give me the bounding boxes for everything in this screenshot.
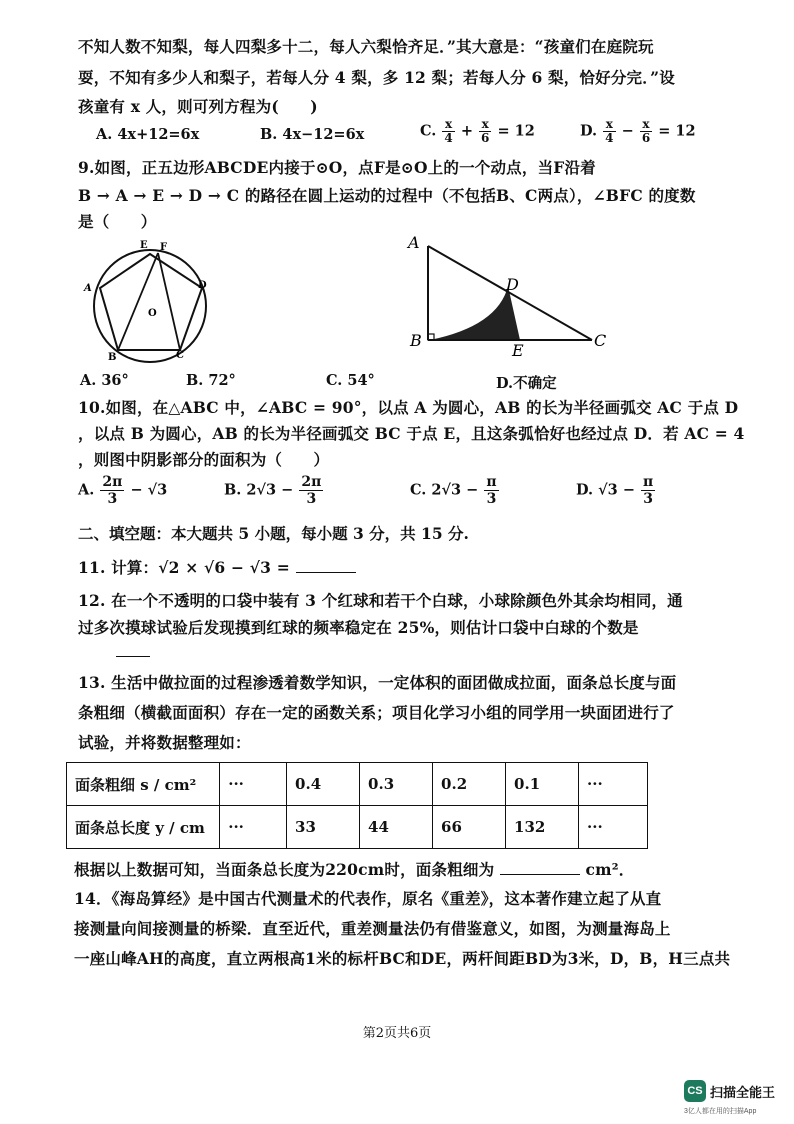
label-e: E [512, 341, 524, 360]
table-cell: 0.2 [433, 763, 506, 806]
table-row [67, 763, 648, 806]
table-cell: 0.1 [506, 763, 579, 806]
label-d: D [506, 275, 519, 294]
label-b: B [108, 352, 117, 363]
fraction: $\frac{\pi}{3}$ [486, 474, 497, 507]
brand-name: 扫描全能王 [710, 1085, 776, 1100]
q8-option-b[interactable]: B. 4x−12=6x [260, 126, 365, 143]
q8-option-d-label: D. [580, 122, 598, 140]
q10-line2: ，以点 B 为圆心，AB 的长为半径画弧交 BC 于点 E，且这条弧恰好也经过点 D．若 AC = 4 [78, 424, 745, 443]
q14-line1: 14．《海岛算经》是中国古代测量术的代表作，原名《重差》，这本著作建立起了从直 [74, 889, 662, 908]
q10-option-d[interactable]: D. √3 − $\frac{\pi}{3}$ [576, 474, 654, 507]
q9-option-d[interactable]: D.不确定 [496, 375, 557, 392]
q14-line3: 一座山峰AH的高度，直立两根高1米的标杆BC和DE，两杆间距BD为3米，D，B，H三点共 [74, 949, 731, 968]
table-cell: 0.3 [360, 763, 433, 806]
q11-line: 11. 计算：√2 × √6 − √3 = [78, 556, 356, 579]
q10-option-b[interactable]: B. 2√3 − $\frac{2\pi}{3}$ [224, 474, 322, 507]
answer-blank[interactable] [296, 556, 356, 573]
table-cell: 面条粗细 s / cm² [67, 763, 220, 806]
q13-after-line: 根据以上数据可知，当面条总长度为220cm时，面条粗细为 cm²． [74, 860, 635, 879]
q10-line3: ，则图中阴影部分的面积为（ ） [78, 450, 330, 469]
label-c: C [176, 350, 184, 361]
fraction: $\frac{2\pi}{3}$ [102, 474, 123, 507]
q13-line1: 13. 生活中做拉面的过程渗透着数学知识，一定体积的面团做成拉面，面条总长度与面 [78, 673, 677, 692]
label-d: D [198, 280, 207, 291]
table-row [67, 806, 648, 849]
pentagon-circle-figure [78, 236, 218, 368]
table-cell: 132 [506, 806, 579, 849]
q8-line3: 孩童有 x 人，则可列方程为( ) [78, 97, 318, 116]
fraction: $\frac{\pi}{3}$ [643, 474, 654, 507]
q10-line1: 10.如图，在△ABC 中，∠ABC = 90°，以点 A 为圆心，AB 的长为半径画弧交 AC 于点 D [78, 398, 739, 417]
q12-line2: 过多次摸球试验后发现摸到红球的频率稳定在 25%，则估计口袋中白球的个数是 [78, 618, 639, 637]
q12-blank-row [116, 640, 150, 663]
fraction: $\frac{2\pi}{3}$ [301, 474, 322, 507]
camscanner-logo-icon: CS [684, 1080, 706, 1102]
table-cell: ··· [220, 806, 287, 849]
page-number: 第2页共6页 [362, 1026, 432, 1041]
q9-option-b[interactable]: B. 72° [186, 372, 236, 389]
q9-line3: 是（ ） [78, 212, 157, 231]
q8-option-a[interactable]: A. 4x+12=6x [96, 126, 200, 143]
table-cell: 面条总长度 y / cm [67, 806, 220, 849]
fraction: $\frac{x}{4}$ [444, 117, 453, 145]
q9-option-c[interactable]: C. 54° [326, 372, 375, 389]
table-cell: 0.4 [287, 763, 360, 806]
answer-blank[interactable] [116, 640, 150, 657]
table-cell: 66 [433, 806, 506, 849]
label-a: A [408, 233, 420, 252]
fraction: $\frac{x}{6}$ [481, 117, 490, 145]
table-cell: ··· [220, 763, 287, 806]
q9-option-a[interactable]: A. 36° [80, 372, 129, 389]
fraction: $\frac{x}{4}$ [605, 117, 614, 145]
q12-line1: 12. 在一个不透明的口袋中装有 3 个红球和若干个白球，小球除颜色外其余均相同，通 [78, 591, 683, 610]
label-e: E [140, 240, 148, 251]
q8-option-c[interactable]: C. $\frac{x}{4}$ + $\frac{x}{6}$ = 12 [420, 117, 535, 145]
table-cell: ··· [579, 806, 648, 849]
triangle-arc-figure [400, 228, 620, 360]
q9-line2: B → A → E → D → C 的路径在圆上运动的过程中（不包括B、C两点），∠BFC 的度数 [78, 186, 696, 205]
q13-line3: 试验，并将数据整理如： [78, 733, 251, 752]
label-f: F [160, 242, 168, 253]
q8-option-d[interactable]: D. $\frac{x}{4}$ − $\frac{x}{6}$ = 12 [580, 117, 696, 145]
q8-line1: 不知人数不知梨，每人四梨多十二，每人六梨恰齐足．”其大意是：“孩童们在庭院玩 [78, 37, 654, 56]
q8-line2: 耍，不知有多少人和梨子，若每人分 4 梨，多 12 梨；若每人分 6 梨，恰好分完．”设 [78, 68, 675, 87]
fraction: $\frac{x}{6}$ [641, 117, 651, 145]
section-heading: 二、填空题：本大题共 5 小题，每小题 3 分，共 15 分. [78, 524, 469, 543]
label-a: A [84, 283, 92, 294]
q14-line2: 接测量向间接测量的桥梁．直至近代，重差测量法仍有借鉴意义，如图，为测量海岛上 [74, 919, 671, 938]
answer-blank[interactable] [500, 858, 580, 875]
label-o: O [148, 308, 157, 319]
q8-option-c-label: C. [420, 122, 437, 140]
q10-option-c[interactable]: C. 2√3 − $\frac{\pi}{3}$ [410, 474, 497, 507]
q13-line2: 条粗细（横截面面积）存在一定的函数关系；项目化学习小组的同学用一块面团进行了 [78, 703, 675, 722]
data-table [66, 762, 648, 849]
table-cell: ··· [579, 763, 648, 806]
q9-line1: 9.如图，正五边形ABCDE内接于⊙O，点F是⊙O上的一个动点，当F沿着 [78, 158, 596, 177]
table-cell: 33 [287, 806, 360, 849]
label-b: B [410, 331, 422, 350]
label-c: C [594, 331, 607, 350]
brand-tagline: 3亿人都在用的扫描App [684, 1108, 757, 1115]
q10-option-a[interactable]: A. $\frac{2\pi}{3}$ − √3 [78, 474, 168, 507]
table-cell: 44 [360, 806, 433, 849]
